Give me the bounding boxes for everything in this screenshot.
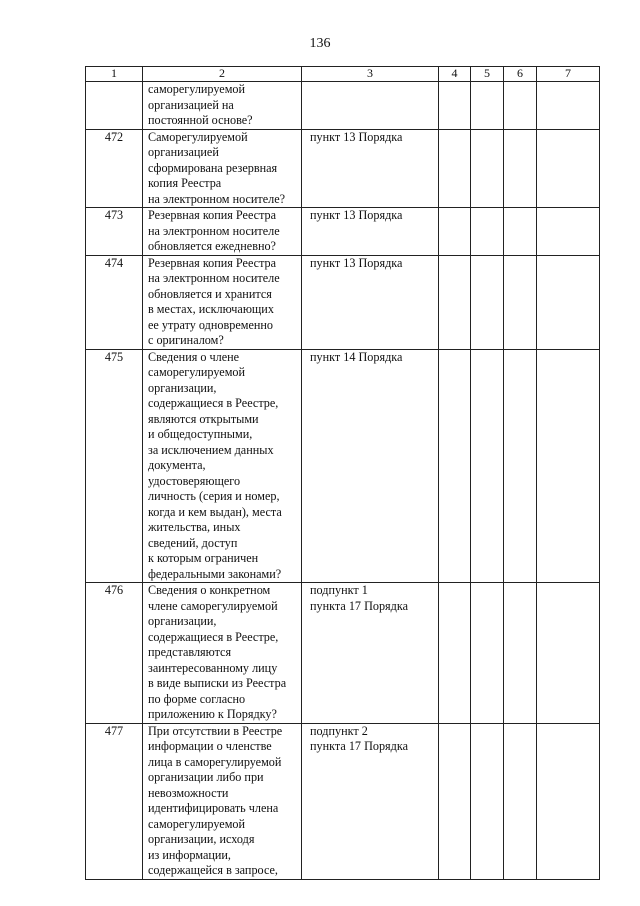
- row-number-cell: 475: [86, 349, 143, 583]
- answer-na-cell: [504, 82, 537, 130]
- header-row: [86, 67, 600, 82]
- checklist-table: [85, 66, 600, 880]
- answer-yes-cell: [439, 723, 471, 879]
- reference-cell: пункт 14 Порядка: [302, 349, 439, 583]
- row-number-cell: 474: [86, 255, 143, 349]
- column-header-7: 7: [537, 67, 600, 82]
- question-cell: Сведения о члене саморегулируемой организации, содержащиеся в Реестре, являются открытыми и общедоступными, за исключением данных документа, удостоверяющего личность (серия и номер, когда и кем выдан), места жительства, иных сведений, доступ к которым ограничен федеральными законами?: [143, 349, 302, 583]
- question-cell: При отсутствии в Реестре информации о членстве лица в саморегулируемой организации либо при невозможности идентифицировать члена саморегулируемой организации, исходя из информации, содержащейся в запросе,: [143, 723, 302, 879]
- table-row-continuation: [86, 82, 600, 130]
- answer-no-cell: [471, 583, 504, 724]
- answer-no-cell: [471, 129, 504, 208]
- reference-cell: пункт 13 Порядка: [302, 208, 439, 256]
- row-number-cell: 477: [86, 723, 143, 879]
- answer-yes-cell: [439, 208, 471, 256]
- column-header-6: 6: [504, 67, 537, 82]
- answer-no-cell: [471, 208, 504, 256]
- reference-cell: подпункт 2 пункта 17 Порядка: [302, 723, 439, 879]
- answer-yes-cell: [439, 82, 471, 130]
- column-header-1: 1: [86, 67, 143, 82]
- table-row: [86, 723, 600, 879]
- reference-cell: [302, 82, 439, 130]
- question-cell: Резервная копия Реестра на электронном носителе обновляется ежедневно?: [143, 208, 302, 256]
- answer-na-cell: [504, 208, 537, 256]
- table-row: [86, 208, 600, 256]
- answer-na-cell: [504, 723, 537, 879]
- column-header-4: 4: [439, 67, 471, 82]
- row-number-cell: 473: [86, 208, 143, 256]
- answer-na-cell: [504, 583, 537, 724]
- note-cell: [537, 82, 600, 130]
- note-cell: [537, 349, 600, 583]
- question-cell: Сведения о конкретном члене саморегулируемой организации, содержащиеся в Реестре, представляются заинтересованному лицу в виде выписки из Реестра по форме согласно приложению к Порядку?: [143, 583, 302, 724]
- question-cell: Резервная копия Реестра на электронном носителе обновляется и хранится в местах, исключающих ее утрату одновременно с оригиналом?: [143, 255, 302, 349]
- row-number-cell: [86, 82, 143, 130]
- answer-yes-cell: [439, 349, 471, 583]
- column-header-5: 5: [471, 67, 504, 82]
- reference-cell: пункт 13 Порядка: [302, 129, 439, 208]
- answer-na-cell: [504, 129, 537, 208]
- note-cell: [537, 129, 600, 208]
- page-number: 136: [309, 36, 331, 51]
- reference-cell: пункт 13 Порядка: [302, 255, 439, 349]
- table-row: [86, 349, 600, 583]
- note-cell: [537, 723, 600, 879]
- reference-cell: подпункт 1 пункта 17 Порядка: [302, 583, 439, 724]
- note-cell: [537, 208, 600, 256]
- answer-yes-cell: [439, 129, 471, 208]
- row-number-cell: 476: [86, 583, 143, 724]
- answer-yes-cell: [439, 255, 471, 349]
- answer-no-cell: [471, 349, 504, 583]
- column-header-3: 3: [302, 67, 439, 82]
- note-cell: [537, 255, 600, 349]
- note-cell: [537, 583, 600, 724]
- table-row: [86, 129, 600, 208]
- table-row: [86, 583, 600, 724]
- answer-no-cell: [471, 82, 504, 130]
- answer-no-cell: [471, 255, 504, 349]
- column-header-2: 2: [143, 67, 302, 82]
- answer-no-cell: [471, 723, 504, 879]
- answer-na-cell: [504, 255, 537, 349]
- question-cell: саморегулируемой организацией на постоянной основе?: [143, 82, 302, 130]
- answer-na-cell: [504, 349, 537, 583]
- table-row: [86, 255, 600, 349]
- row-number-cell: 472: [86, 129, 143, 208]
- answer-yes-cell: [439, 583, 471, 724]
- question-cell: Саморегулируемой организацией сформирована резервная копия Реестра на электронном носителе?: [143, 129, 302, 208]
